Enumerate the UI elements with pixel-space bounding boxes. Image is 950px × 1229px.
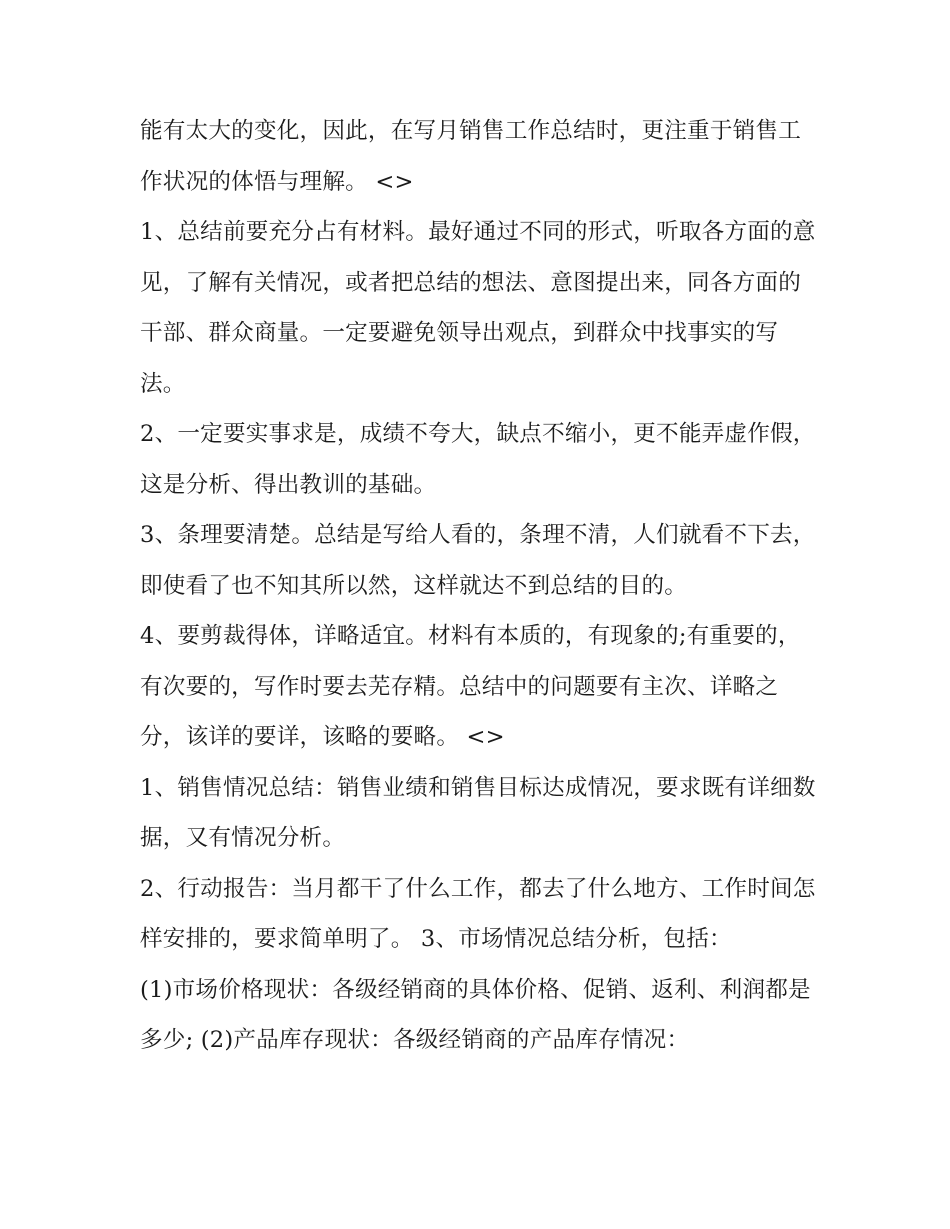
paragraph-point-3: 3、条理要清楚。总结是写给人看的，条理不清，人们就看不下去，即使看了也不知其所以然，这样就达不到总结的目的。 — [140, 522, 816, 599]
document-body — [140, 106, 820, 1066]
paragraph-sales-summary: 1、销售情况总结：销售业绩和销售目标达成情况，要求既有详细数据，又有情况分析。 — [140, 774, 816, 851]
paragraph-point-4: 4、要剪裁得体，详略适宜。材料有本质的，有现象的;有重要的，有次要的，写作时要去芜存精。总结中的问题要有主次、详略之分，该详的要详，该略的要略。 <> — [140, 623, 801, 750]
paragraph-point-2: 2、一定要实事求是，成绩不夸大，缺点不缩小，更不能弄虚作假，这是分析、得出教训的基础。 — [140, 421, 816, 498]
paragraph-market-status: (1)市场价格现状：各级经销商的具体价格、促销、返利、利润都是多少; (2)产品库存现状：各级经销商的产品库存情况： — [140, 976, 811, 1053]
paragraph-intro: 能有太大的变化，因此，在写月销售工作总结时，更注重于销售工作状况的体悟与理解。 <> — [140, 118, 802, 195]
paragraph-action-report: 2、行动报告：当月都干了什么工作，都去了什么地方、工作时间怎样安排的，要求简单明了。 3、市场情况总结分析，包括： — [140, 875, 816, 952]
paragraph-point-1: 1、总结前要充分占有材料。最好通过不同的形式，听取各方面的意见，了解有关情况，或者把总结的想法、意图提出来，同各方面的干部、群众商量。一定要避免领导出观点，到群众中找事实的写法。 — [140, 219, 816, 397]
